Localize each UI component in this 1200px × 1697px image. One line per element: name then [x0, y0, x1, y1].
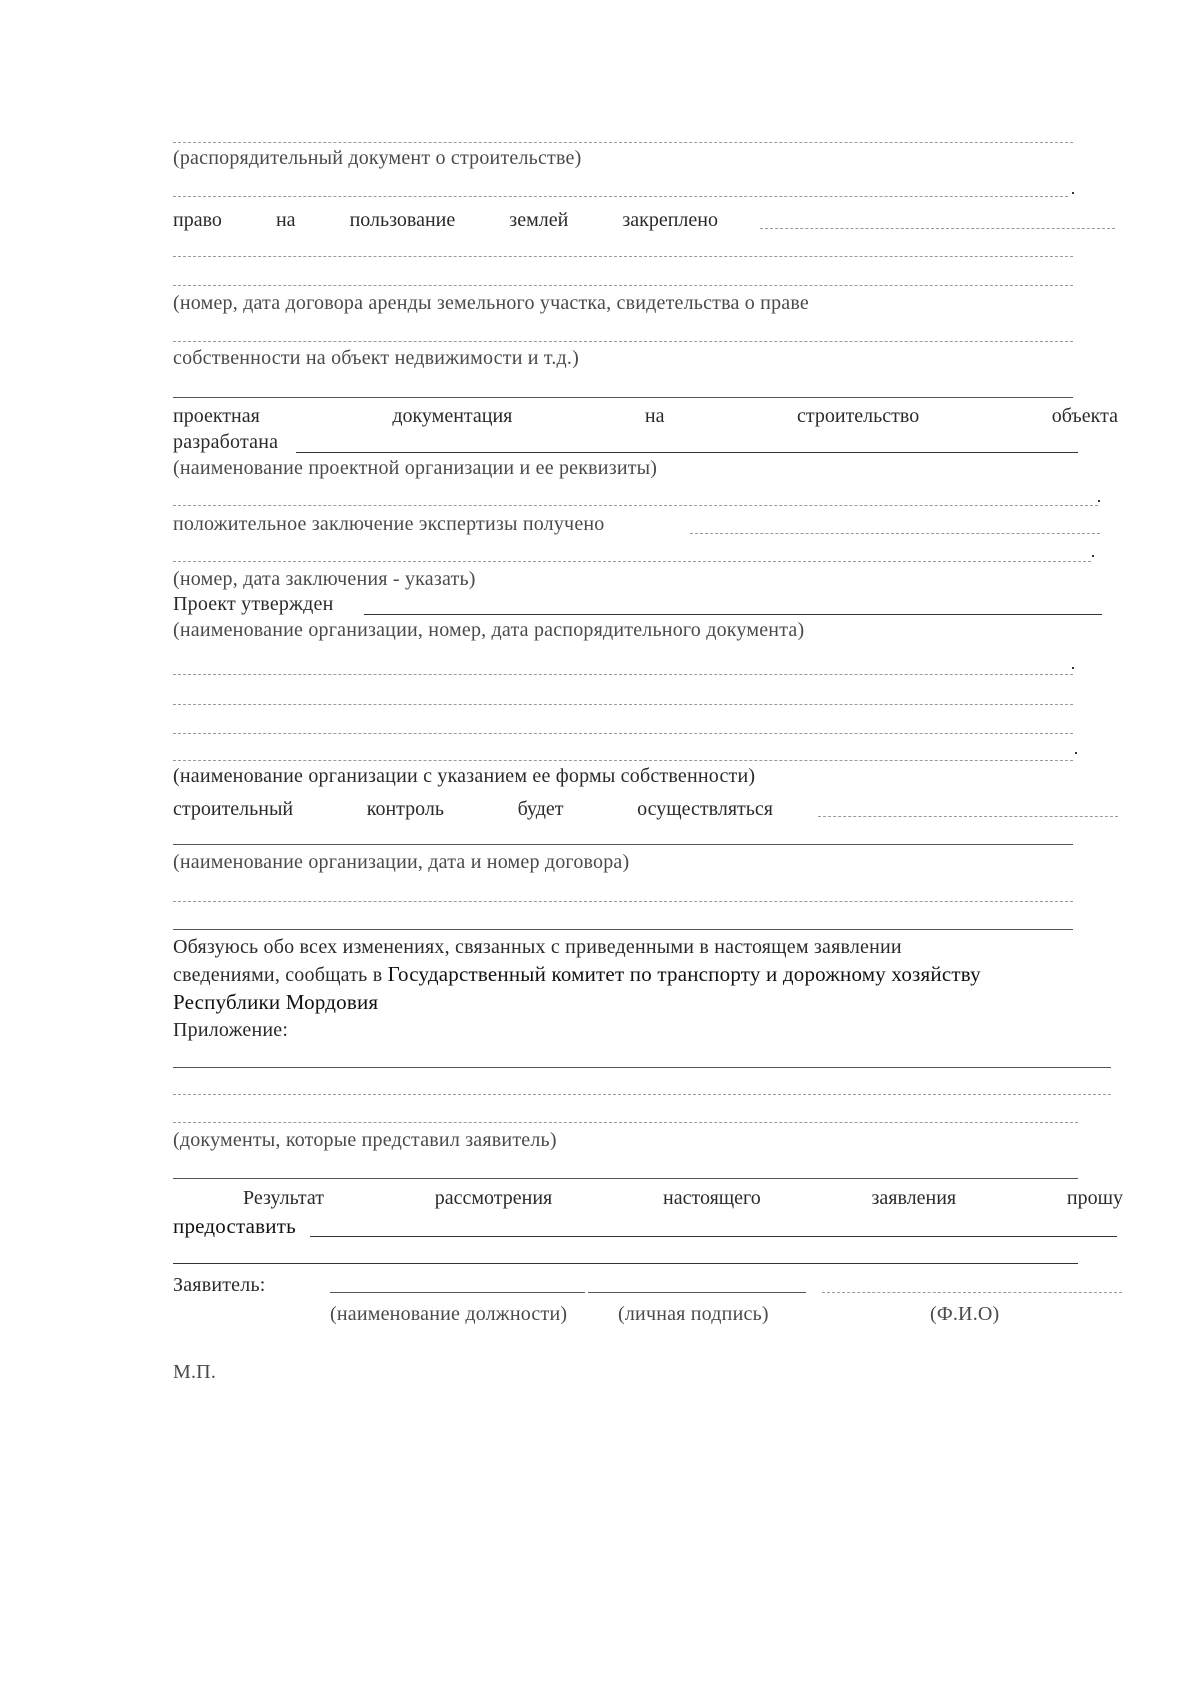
- blank-line[interactable]: [173, 505, 1098, 506]
- control-field[interactable]: [818, 816, 1118, 817]
- signature-field[interactable]: [588, 1292, 806, 1293]
- dot-mark: [1092, 555, 1094, 557]
- blank-line[interactable]: [173, 142, 1073, 143]
- lease-caption-2: собственности на объект недвижимости и т.д.): [173, 347, 579, 369]
- design-org-field[interactable]: [296, 452, 1078, 453]
- dot-mark: [1072, 667, 1074, 669]
- fio-caption: (Ф.И.О): [930, 1303, 1000, 1325]
- dot-mark: [1075, 752, 1077, 754]
- doc-caption: (распорядительный документ о строительстве): [173, 147, 582, 169]
- blank-line[interactable]: [173, 561, 1091, 562]
- lease-caption-1: (номер, дата договора аренды земельного участка, свидетельства о праве: [173, 292, 809, 314]
- design-org-caption: (наименование проектной организации и ее реквизиты): [173, 457, 658, 479]
- approved-field[interactable]: [364, 614, 1102, 615]
- stamp-label: М.П.: [173, 1361, 217, 1383]
- blank-line[interactable]: [173, 901, 1073, 902]
- obligation-line-3: Республики Мордовия: [173, 990, 379, 1014]
- blank-line[interactable]: [173, 1178, 1078, 1179]
- approved-caption: (наименование организации, номер, дата распорядительного документа): [173, 619, 805, 641]
- attachment-line[interactable]: [173, 1122, 1078, 1123]
- attachment-line[interactable]: [173, 1067, 1111, 1068]
- blank-line[interactable]: [173, 256, 1073, 257]
- approved-label: Проект утвержден: [173, 593, 334, 615]
- dot-mark: [1098, 500, 1100, 502]
- expertise-caption: (номер, дата заключения - указать): [173, 568, 476, 590]
- attachment-label: Приложение:: [173, 1019, 289, 1041]
- contract-caption: (наименование организации, дата и номер договора): [173, 851, 630, 873]
- blank-line[interactable]: [173, 733, 1073, 734]
- position-field[interactable]: [330, 1292, 585, 1293]
- applicant-label: Заявитель:: [173, 1274, 266, 1296]
- blank-line[interactable]: [173, 844, 1073, 845]
- blank-line[interactable]: [173, 760, 1073, 761]
- expertise-field[interactable]: [690, 533, 1100, 534]
- blank-line[interactable]: [173, 674, 1073, 675]
- obligation-line-2-a: сведениями, сообщать в: [173, 964, 388, 986]
- control-label: строительный контроль будет осуществляться: [173, 798, 773, 820]
- developed-label: разработана: [173, 431, 279, 453]
- blank-line[interactable]: [173, 341, 1073, 342]
- obligation-line-1: Обязуюсь обо всех изменениях, связанных с приведенными в настоящем заявлении: [173, 936, 902, 958]
- blank-line[interactable]: [173, 1263, 1078, 1264]
- blank-line[interactable]: [173, 285, 1073, 286]
- land-use-field[interactable]: [760, 228, 1115, 229]
- obligation-line-2: [173, 962, 981, 987]
- position-caption: (наименование должности): [330, 1303, 568, 1325]
- blank-line[interactable]: [173, 929, 1073, 930]
- attachment-line[interactable]: [173, 1094, 1111, 1095]
- blank-line[interactable]: [173, 196, 1068, 197]
- land-use-label: право на пользование землей закреплено: [173, 209, 718, 231]
- result-label: Результат рассмотрения настоящего заявления прошу: [243, 1187, 1123, 1209]
- provide-field[interactable]: [310, 1236, 1117, 1237]
- expertise-label: положительное заключение экспертизы получено: [173, 513, 605, 535]
- committee-name: Государственный комитет по транспорту и дорожному хозяйству: [387, 962, 981, 986]
- org-form-caption: (наименование организации с указанием ее формы собственности): [173, 765, 756, 787]
- project-docs-label: проектная документация на строительство объекта: [173, 405, 1118, 427]
- dot-mark: [1072, 192, 1074, 194]
- provide-label: предоставить: [173, 1214, 296, 1238]
- blank-line[interactable]: [173, 704, 1073, 705]
- attachment-caption: (документы, которые представил заявитель): [173, 1129, 557, 1151]
- signature-caption: (личная подпись): [618, 1303, 769, 1325]
- fio-field[interactable]: [822, 1292, 1122, 1293]
- blank-line[interactable]: [173, 397, 1073, 398]
